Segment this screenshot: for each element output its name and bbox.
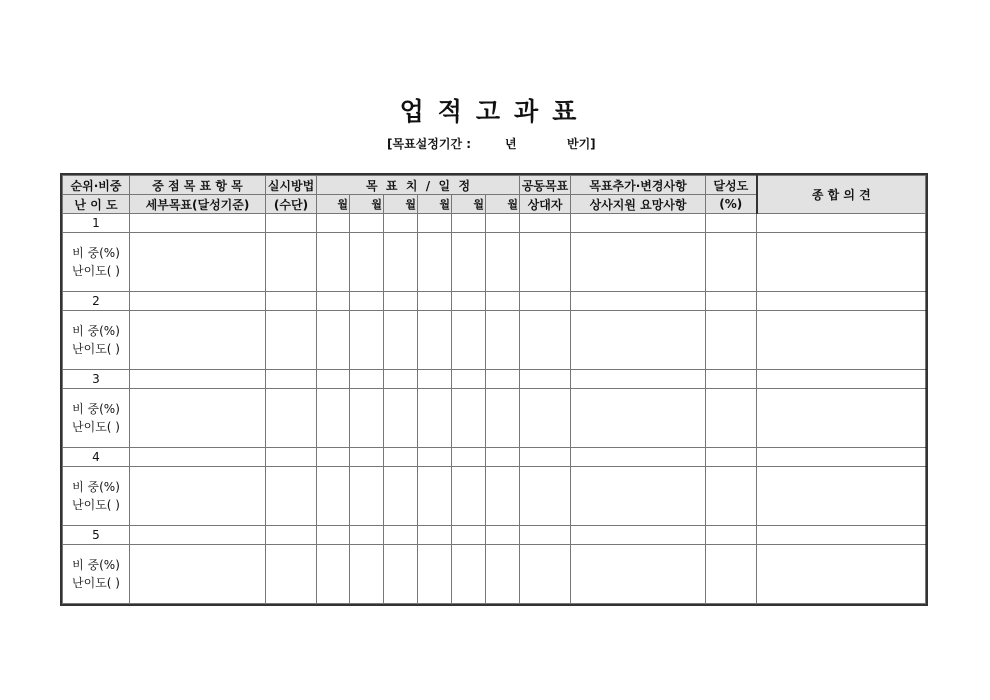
input-cell[interactable] bbox=[418, 389, 452, 448]
row-weight-difficulty bbox=[63, 311, 130, 370]
input-cell[interactable] bbox=[486, 214, 520, 233]
input-cell[interactable] bbox=[452, 370, 486, 389]
input-cell[interactable] bbox=[266, 214, 317, 233]
input-cell[interactable] bbox=[571, 526, 706, 545]
input-cell[interactable] bbox=[706, 233, 757, 292]
row-weight-difficulty bbox=[63, 389, 130, 448]
weight-label: 비 중(%) bbox=[72, 558, 120, 572]
header-month: 월 bbox=[350, 195, 384, 214]
weight-label: 비 중(%) bbox=[72, 246, 120, 260]
input-cell[interactable] bbox=[706, 389, 757, 448]
input-cell[interactable] bbox=[571, 448, 706, 467]
input-cell[interactable] bbox=[266, 526, 317, 545]
input-cell[interactable] bbox=[486, 389, 520, 448]
input-cell[interactable] bbox=[757, 389, 926, 448]
difficulty-label: 난이도( ) bbox=[72, 264, 120, 278]
header-month: 월 bbox=[418, 195, 452, 214]
input-cell[interactable] bbox=[571, 292, 706, 311]
input-cell[interactable] bbox=[520, 448, 571, 467]
input-cell[interactable] bbox=[130, 448, 266, 467]
input-cell[interactable] bbox=[384, 526, 418, 545]
input-cell[interactable] bbox=[757, 214, 926, 233]
input-cell[interactable] bbox=[571, 214, 706, 233]
input-cell[interactable] bbox=[130, 214, 266, 233]
input-cell[interactable] bbox=[571, 545, 706, 604]
input-cell[interactable] bbox=[418, 545, 452, 604]
input-cell[interactable] bbox=[706, 370, 757, 389]
row-weight-difficulty bbox=[63, 545, 130, 604]
input-cell[interactable] bbox=[520, 467, 571, 526]
input-cell[interactable] bbox=[266, 311, 317, 370]
input-cell[interactable] bbox=[350, 311, 384, 370]
row-number: 5 bbox=[63, 526, 130, 545]
difficulty-label: 난이도( ) bbox=[72, 576, 120, 590]
input-cell[interactable] bbox=[317, 467, 350, 526]
input-cell[interactable] bbox=[520, 233, 571, 292]
input-cell[interactable] bbox=[130, 545, 266, 604]
input-cell[interactable] bbox=[350, 467, 384, 526]
header-target-schedule: 목 표 치 / 일 정 bbox=[317, 176, 520, 195]
input-cell[interactable] bbox=[706, 545, 757, 604]
header-partner: 상대자 bbox=[520, 195, 571, 214]
input-cell[interactable] bbox=[757, 292, 926, 311]
input-cell[interactable] bbox=[757, 448, 926, 467]
input-cell[interactable] bbox=[757, 545, 926, 604]
header-changes: 목표추가·변경사항 bbox=[571, 176, 706, 195]
input-cell[interactable] bbox=[350, 214, 384, 233]
header-month: 월 bbox=[384, 195, 418, 214]
difficulty-label: 난이도( ) bbox=[72, 420, 120, 434]
input-cell[interactable] bbox=[418, 467, 452, 526]
input-cell[interactable] bbox=[520, 311, 571, 370]
row-number: 3 bbox=[63, 370, 130, 389]
input-cell[interactable] bbox=[520, 292, 571, 311]
input-cell[interactable] bbox=[350, 370, 384, 389]
input-cell[interactable] bbox=[130, 467, 266, 526]
input-cell[interactable] bbox=[452, 311, 486, 370]
input-cell[interactable] bbox=[706, 311, 757, 370]
input-cell[interactable] bbox=[706, 292, 757, 311]
input-cell[interactable] bbox=[520, 389, 571, 448]
row-number: 1 bbox=[63, 214, 130, 233]
weight-label: 비 중(%) bbox=[72, 480, 120, 494]
input-cell[interactable] bbox=[317, 311, 350, 370]
period-half: 반기] bbox=[567, 137, 596, 151]
input-cell[interactable] bbox=[520, 370, 571, 389]
input-cell[interactable] bbox=[757, 526, 926, 545]
input-cell[interactable] bbox=[706, 526, 757, 545]
input-cell[interactable] bbox=[571, 311, 706, 370]
header-month: 월 bbox=[452, 195, 486, 214]
input-cell[interactable] bbox=[418, 370, 452, 389]
input-cell[interactable] bbox=[266, 545, 317, 604]
input-cell[interactable] bbox=[384, 467, 418, 526]
header-month: 월 bbox=[486, 195, 520, 214]
input-cell[interactable] bbox=[452, 526, 486, 545]
input-cell[interactable] bbox=[350, 545, 384, 604]
input-cell[interactable] bbox=[266, 448, 317, 467]
difficulty-label: 난이도( ) bbox=[72, 498, 120, 512]
input-cell[interactable] bbox=[452, 214, 486, 233]
performance-table bbox=[62, 175, 926, 604]
input-cell[interactable] bbox=[350, 233, 384, 292]
input-cell[interactable] bbox=[486, 370, 520, 389]
input-cell[interactable] bbox=[706, 448, 757, 467]
input-cell[interactable] bbox=[571, 467, 706, 526]
input-cell[interactable] bbox=[418, 233, 452, 292]
input-cell[interactable] bbox=[130, 370, 266, 389]
input-cell[interactable] bbox=[486, 448, 520, 467]
header-opinion: 종 합 의 견 bbox=[757, 176, 926, 214]
input-cell[interactable] bbox=[571, 389, 706, 448]
input-cell[interactable] bbox=[452, 467, 486, 526]
input-cell[interactable] bbox=[520, 545, 571, 604]
period-label: [목표설정기간 : bbox=[387, 137, 472, 151]
input-cell[interactable] bbox=[266, 467, 317, 526]
input-cell[interactable] bbox=[452, 545, 486, 604]
header-achievement: 달성도 bbox=[706, 176, 757, 195]
input-cell[interactable] bbox=[452, 448, 486, 467]
input-cell[interactable] bbox=[266, 389, 317, 448]
input-cell[interactable] bbox=[706, 467, 757, 526]
input-cell[interactable] bbox=[350, 448, 384, 467]
input-cell[interactable] bbox=[486, 526, 520, 545]
weight-label: 비 중(%) bbox=[72, 402, 120, 416]
input-cell[interactable] bbox=[130, 233, 266, 292]
header-means: (수단) bbox=[266, 195, 317, 214]
header-key-items: 중 점 목 표 항 목 bbox=[130, 176, 266, 195]
input-cell[interactable] bbox=[317, 526, 350, 545]
input-cell[interactable] bbox=[418, 214, 452, 233]
input-cell[interactable] bbox=[757, 467, 926, 526]
input-cell[interactable] bbox=[486, 233, 520, 292]
input-cell[interactable] bbox=[418, 526, 452, 545]
input-cell[interactable] bbox=[757, 370, 926, 389]
input-cell[interactable] bbox=[384, 448, 418, 467]
difficulty-label: 난이도( ) bbox=[72, 342, 120, 356]
input-cell[interactable] bbox=[266, 233, 317, 292]
header-rank-weight: 순위·비중 bbox=[63, 176, 130, 195]
input-cell[interactable] bbox=[520, 214, 571, 233]
input-cell[interactable] bbox=[571, 233, 706, 292]
header-joint-goal: 공동목표 bbox=[520, 176, 571, 195]
input-cell[interactable] bbox=[384, 292, 418, 311]
input-cell[interactable] bbox=[452, 233, 486, 292]
input-cell[interactable] bbox=[266, 292, 317, 311]
row-weight-difficulty bbox=[63, 467, 130, 526]
weight-label: 비 중(%) bbox=[72, 324, 120, 338]
input-cell[interactable] bbox=[350, 526, 384, 545]
input-cell[interactable] bbox=[130, 292, 266, 311]
input-cell[interactable] bbox=[418, 311, 452, 370]
header-achievement-unit: (%) bbox=[706, 195, 757, 214]
period-year: 년 bbox=[505, 137, 517, 151]
input-cell[interactable] bbox=[350, 292, 384, 311]
input-cell[interactable] bbox=[486, 292, 520, 311]
input-cell[interactable] bbox=[317, 233, 350, 292]
input-cell[interactable] bbox=[486, 467, 520, 526]
header-difficulty: 난 이 도 bbox=[63, 195, 130, 214]
input-cell[interactable] bbox=[706, 214, 757, 233]
input-cell[interactable] bbox=[571, 370, 706, 389]
page-title: 업적고과표 bbox=[399, 97, 591, 126]
input-cell[interactable] bbox=[317, 214, 350, 233]
header-month: 월 bbox=[317, 195, 350, 214]
input-cell[interactable] bbox=[757, 311, 926, 370]
input-cell[interactable] bbox=[520, 526, 571, 545]
input-cell[interactable] bbox=[130, 526, 266, 545]
input-cell[interactable] bbox=[130, 389, 266, 448]
input-cell[interactable] bbox=[418, 448, 452, 467]
input-cell[interactable] bbox=[317, 292, 350, 311]
header-support: 상사지원 요망사항 bbox=[571, 195, 706, 214]
input-cell[interactable] bbox=[130, 311, 266, 370]
input-cell[interactable] bbox=[384, 370, 418, 389]
input-cell[interactable] bbox=[452, 292, 486, 311]
input-cell[interactable] bbox=[486, 311, 520, 370]
input-cell[interactable] bbox=[317, 389, 350, 448]
input-cell[interactable] bbox=[317, 370, 350, 389]
header-sub-goals: 세부목표(달성기준) bbox=[130, 195, 266, 214]
row-number: 4 bbox=[63, 448, 130, 467]
input-cell[interactable] bbox=[384, 389, 418, 448]
input-cell[interactable] bbox=[384, 545, 418, 604]
input-cell[interactable] bbox=[266, 370, 317, 389]
input-cell[interactable] bbox=[384, 214, 418, 233]
row-number: 2 bbox=[63, 292, 130, 311]
input-cell[interactable] bbox=[418, 292, 452, 311]
input-cell[interactable] bbox=[350, 389, 384, 448]
input-cell[interactable] bbox=[486, 545, 520, 604]
input-cell[interactable] bbox=[452, 389, 486, 448]
input-cell[interactable] bbox=[384, 233, 418, 292]
header-method: 실시방법 bbox=[266, 176, 317, 195]
row-weight-difficulty bbox=[63, 233, 130, 292]
input-cell[interactable] bbox=[317, 448, 350, 467]
input-cell[interactable] bbox=[384, 311, 418, 370]
input-cell[interactable] bbox=[757, 233, 926, 292]
input-cell[interactable] bbox=[317, 545, 350, 604]
